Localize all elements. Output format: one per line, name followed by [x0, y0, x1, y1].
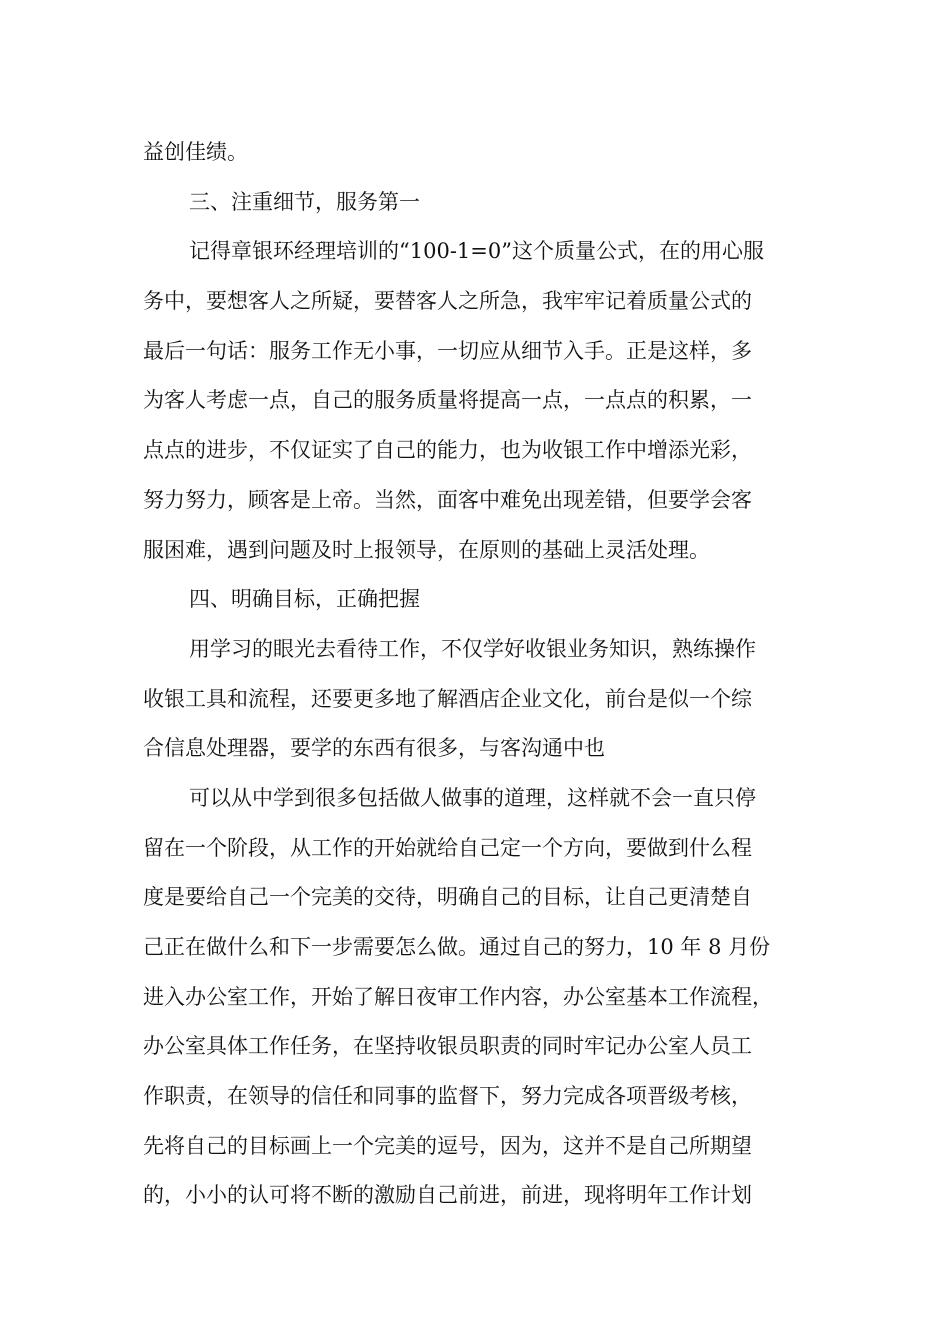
text-line: 服困难，遇到问题及时上报领导，在原则的基础上灵活处理。	[143, 537, 710, 562]
text-line: 为客人考虑一点，自己的服务质量将提高一点，一点点的积累，一	[143, 388, 752, 413]
text-line: 先将自己的目标画上一个完美的逗号，因为，这并不是自己所期望	[143, 1133, 752, 1158]
document-body	[143, 128, 813, 1221]
text-line: 合信息处理器，要学的东西有很多，与客沟通中也	[143, 736, 605, 761]
text-line: 作职责，在领导的信任和同事的监督下，努力完成各项晋级考核，	[143, 1084, 752, 1109]
text-line: 办公室具体工作任务，在坚持收银员职责的同时牢记办公室人员工	[143, 1034, 752, 1059]
paragraph-start-line: 记得章银环经理培训的“100-1=0”这个质量公式，在的用心服	[189, 239, 764, 264]
text-line: 最后一句话：服务工作无小事，一切应从细节入手。正是这样，多	[143, 338, 752, 363]
text-line: 进入办公室工作，开始了解日夜审工作内容，办公室基本工作流程，	[143, 984, 773, 1009]
section-heading: 三、注重细节，服务第一	[189, 189, 420, 214]
section-heading: 四、明确目标，正确把握	[189, 587, 420, 612]
text-line: 努力努力，顾客是上帝。当然，面客中难免出现差错，但要学会客	[143, 487, 752, 512]
paragraph-start-line: 用学习的眼光去看待工作，不仅学好收银业务知识，熟练操作	[189, 636, 756, 661]
text-line: 的，小小的认可将不断的激励自己前进，前进，现将明年工作计划	[143, 1183, 752, 1208]
paragraph-start-line: 可以从中学到很多包括做人做事的道理，这样就不会一直只停	[189, 785, 756, 810]
text-line: 务中，要想客人之所疑，要替客人之所急，我牢牢记着质量公式的	[143, 289, 752, 314]
text-line: 度是要给自己一个完美的交待，明确自己的目标，让自己更清楚自	[143, 885, 752, 910]
text-line: 收银工具和流程，还要更多地了解酒店企业文化，前台是似一个综	[143, 686, 752, 711]
text-line: 点点的进步，不仅证实了自己的能力，也为收银工作中增添光彩，	[143, 438, 752, 463]
text-line: 己正在做什么和下一步需要怎么做。通过自己的努力，10 年 8 月份	[143, 935, 771, 959]
text-line: 益创佳绩。	[143, 140, 248, 164]
text-line: 留在一个阶段，从工作的开始就给自己定一个方向，要做到什么程	[143, 835, 752, 860]
